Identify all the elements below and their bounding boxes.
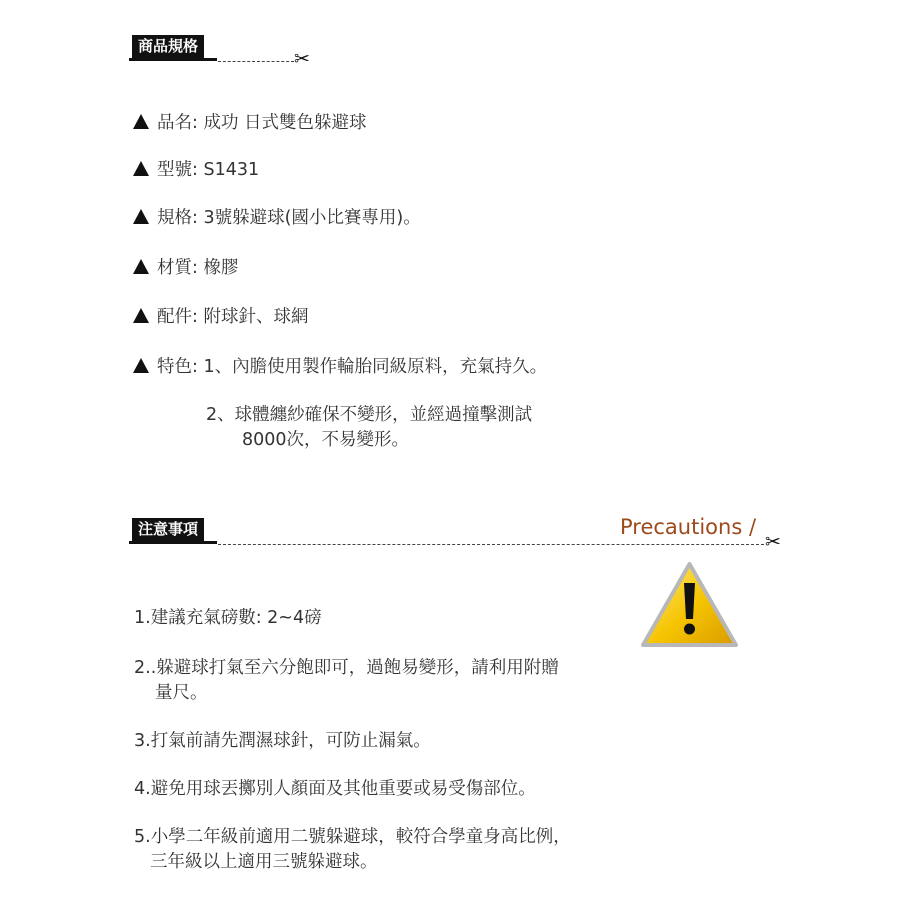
scissors-icon: ✂	[765, 531, 781, 553]
triangle-bullet-icon	[133, 308, 149, 323]
precaution-item-4: 4.避免用球丟擲別人顏面及其他重要或易受傷部位。	[134, 779, 536, 799]
specs-tag-underline	[129, 58, 217, 61]
spec-item-features: 特色: 1、內膽使用製作輪胎同級原料，充氣持久。	[133, 353, 547, 378]
precaution-item-3: 3.打氣前請先潤濕球針，可防止漏氣。	[134, 731, 431, 751]
specs-dashed-divider	[218, 61, 294, 62]
precautions-title: Precautions /	[620, 515, 757, 539]
spec-item-size: 規格: 3號躲避球(國小比賽專用)。	[133, 204, 421, 229]
spec-feature-2-line1: 2、球體纏紗確保不變形，並經過撞擊測試	[206, 405, 533, 425]
spec-item-name: 品名: 成功 日式雙色躲避球	[133, 109, 367, 134]
triangle-bullet-icon	[133, 209, 149, 224]
precautions-section-tag: 注意事項	[132, 518, 204, 541]
precaution-item-2-cont: 量尺。	[155, 683, 208, 703]
triangle-bullet-icon	[133, 259, 149, 274]
spec-item-material: 材質: 橡膠	[133, 254, 238, 279]
triangle-bullet-icon	[133, 114, 149, 129]
warning-triangle-icon	[640, 561, 739, 649]
spec-item-model: 型號: S1431	[133, 156, 259, 181]
precautions-dashed-divider	[218, 544, 764, 545]
spec-feature-2-line2: 8000次，不易變形。	[242, 430, 410, 450]
specs-section-tag: 商品規格	[132, 35, 204, 58]
precautions-tag-underline	[129, 541, 217, 544]
scissors-icon: ✂	[294, 48, 310, 70]
precaution-item-5-cont: 三年級以上適用三號躲避球。	[150, 852, 378, 872]
precaution-item-1: 1.建議充氣磅數: 2~4磅	[134, 608, 322, 628]
triangle-bullet-icon	[133, 161, 149, 176]
precaution-item-2: 2..躲避球打氣至六分飽即可，過飽易變形，請利用附贈	[134, 658, 559, 678]
precaution-item-5: 5.小學二年級前適用二號躲避球，較符合學童身高比例，	[134, 827, 571, 847]
triangle-bullet-icon	[133, 358, 149, 373]
spec-item-accessories: 配件: 附球針、球網	[133, 303, 308, 328]
